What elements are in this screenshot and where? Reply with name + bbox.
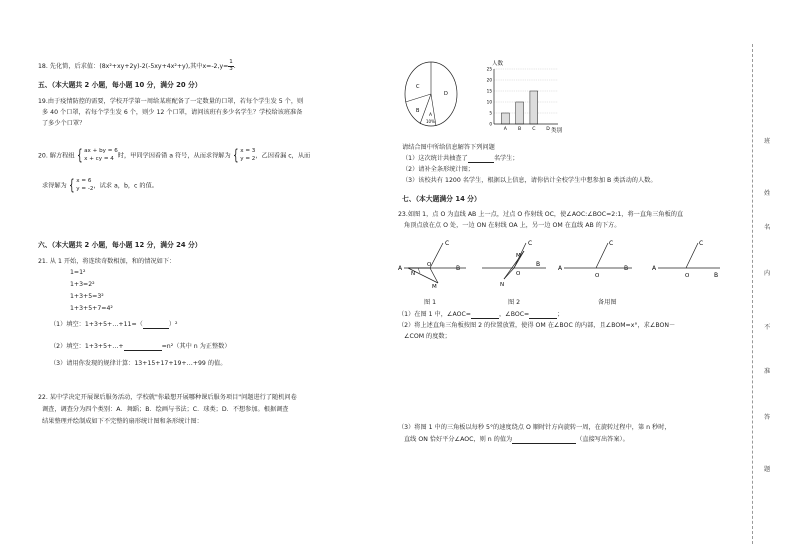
- q21-intro: 21. 从 1 开始，将连续奇数相加，和的情况如下：: [38, 258, 176, 265]
- side-char-8: 题: [764, 466, 771, 473]
- figure-backup-2: [652, 240, 720, 279]
- svg-text:N: N: [411, 271, 416, 277]
- solution-system-2: x = 6 y = -2: [76, 178, 94, 192]
- figure-1-caption: 图 1: [424, 299, 437, 306]
- figure-backup-caption: 备用图: [598, 299, 617, 306]
- q22-line1: 22. 某中学决定开展课后服务活动，学校就"你最想开展哪种课后服务项目"问题进行了随机问卷: [38, 394, 297, 401]
- x-tick-label: A: [503, 127, 507, 132]
- pie-label-c: C: [416, 84, 420, 90]
- chart-xlabel: 类别: [551, 128, 563, 134]
- svg-text:C: C: [445, 240, 450, 247]
- chart-ylabel: 人数: [492, 61, 504, 67]
- pie-label-b: B: [416, 108, 420, 114]
- geometry-figures: [396, 235, 726, 295]
- q21-part1: （1）填空：1+3+5+…+11=（ ）²: [50, 321, 178, 328]
- q23-part2-line1: （2）将上述直角三角板按图 2 的位置放置，使得 OM 在∠BOC 的内部，且∠BOM=x°，求∠BON－: [398, 322, 676, 329]
- svg-text:O: O: [595, 273, 600, 279]
- section-5-title: 五、（本大题共 2 小题，每小题 10 分，满分 20 分）: [38, 81, 202, 89]
- svg-text:N: N: [500, 282, 505, 288]
- side-char-5: 不: [764, 324, 771, 331]
- fraction-one-third: $\frac{1}{3}$: [229, 59, 233, 72]
- figure-backup: [558, 240, 632, 279]
- svg-text:C: C: [528, 240, 533, 247]
- q18: 18. 先化简，后求值：(8x²+xy+2y)-2(-5xy+4x²+y),其中x=-2,y= $\frac{1}{3}$ .: [38, 59, 236, 72]
- q20-line1: 20. 解方程组 { ax + by = 6 x + cy = 4 时，甲同学因看错 a 符号，从而求得解为 { x = 3 y = 2 ，乙因看漏 c，从而: [38, 146, 311, 165]
- x-tick-label: C: [532, 127, 536, 132]
- q21-row1: 1=1²: [70, 269, 86, 276]
- side-char-4: 内: [764, 270, 771, 277]
- y-tick-label: 10: [486, 99, 492, 105]
- q19-line2: 多 40 个口罩，若每个学生发 6 个，则少 12 个口罩，请问该班有多少名学生？学校给该班准备: [42, 109, 303, 116]
- q22b-part3: （3）该校共有 1200 名学生，根据以上信息，请你估计全校学生中想参加 B 类活动的人数。: [402, 177, 657, 184]
- svg-text:M: M: [516, 253, 521, 259]
- bar-c: [530, 91, 538, 124]
- q20-line2: 求得解为 { x = 6 y = -2 ，试求 a，b，c 的值。: [42, 176, 158, 195]
- svg-text:B: B: [456, 265, 461, 272]
- side-char-6: 准: [764, 368, 771, 375]
- y-tick-label: 15: [486, 88, 492, 94]
- x-tick-label: B: [518, 127, 522, 132]
- q22-line2: 调查，调查分为四个类别：A．舞蹈；B．绘画与书法；C．球类；D．不想参加。根据调查: [42, 406, 289, 413]
- q21-part2: （2）填空：1+3+5+…+ =n²（其中 n 为正整数）: [50, 343, 231, 350]
- svg-text:A: A: [652, 265, 657, 272]
- svg-text:C: C: [609, 240, 614, 247]
- pie-label-a: A: [429, 113, 433, 118]
- q21-part3: （3）请用你发现的规律计算：13+15+17+19+…+99 的值。: [50, 360, 227, 367]
- y-tick-label: 0: [489, 121, 492, 127]
- q23-part1: （1）在图 1 中，∠AOC= ，∠BOC= ；: [398, 311, 564, 318]
- solution-system-1: x = 3 y = 2: [240, 148, 256, 162]
- q22b-part2: （2）请补全条形统计图；: [402, 166, 474, 173]
- svg-text:A: A: [398, 265, 403, 272]
- figure-2: [482, 240, 546, 288]
- q19-line1: 19.由于疫情防控的需要，学校开学第一周给某班配备了一定数量的口罩，若每个学生发 5 个，则: [38, 98, 304, 105]
- x-tick-label: D: [546, 127, 550, 132]
- svg-text:A: A: [558, 265, 563, 272]
- side-char-3: 名: [764, 224, 771, 231]
- q22b-part1: （1）这次统计共抽查了 名学生；: [402, 155, 519, 162]
- svg-text:C: C: [699, 240, 704, 247]
- svg-text:B: B: [714, 272, 719, 279]
- y-tick-label: 5: [489, 110, 492, 116]
- bar-b: [516, 102, 524, 124]
- section-6-title: 六、（本大题共 2 小题，每小题 12 分，满分 24 分）: [38, 241, 202, 249]
- svg-text:B: B: [624, 265, 629, 272]
- svg-text:O: O: [427, 262, 432, 268]
- side-char-2: 姓: [764, 190, 771, 197]
- q21-row4: 1+3+5+7=4²: [70, 305, 113, 312]
- q23-part3-line2: 直线 ON 恰好平分∠AOC，则 n 的值为 （直接写出答案）。: [404, 436, 629, 443]
- pie-chart: [402, 60, 462, 130]
- equation-system-1: ax + by = 6 x + cy = 4: [84, 148, 118, 162]
- bar-a: [501, 113, 509, 124]
- svg-text:O: O: [685, 273, 690, 279]
- q23-part3-line1: （3）将图 1 中的三角板以每秒 5°的速度绕点 O 顺时针方向旋转一周，在旋转过程中，第 n 秒时，: [398, 424, 671, 431]
- q21-row2: 1+3=2²: [70, 281, 95, 288]
- y-tick-label: 20: [486, 77, 492, 83]
- q22b-intro: 请结合图中所给信息解答下列问题: [402, 144, 495, 151]
- q23-part2-line2: ∠COM 的度数；: [404, 333, 451, 340]
- figure-2-caption: 图 2: [508, 299, 521, 306]
- side-char-7: 答: [764, 414, 771, 421]
- q21-row3: 1+3+5=3²: [70, 293, 104, 300]
- bar-chart: [478, 56, 568, 134]
- q22-line3: 结果整理并绘制成如下不完整的扇形统计图和条形统计图：: [42, 418, 203, 425]
- q19-line3: 了多少个口罩？: [42, 120, 86, 127]
- q23-line2: 角顶点放在点 O 处，一边 ON 在射线 OA 上，另一边 OM 在直线 AB 的下方。: [404, 222, 621, 229]
- svg-text:B: B: [536, 261, 541, 268]
- pie-label-d: D: [444, 91, 448, 97]
- side-char-1: 班: [764, 138, 771, 145]
- q23-line1: 23.如图 1，点 O 为直线 AB 上一点，过点 O 作射线 OC，使∠AOC:∠BOC=2:1，将一直角三角板的直: [398, 211, 684, 218]
- binding-line: [752, 44, 753, 544]
- svg-text:M: M: [432, 284, 437, 290]
- pie-label-a-percent: 10%: [426, 119, 435, 124]
- figure-1: [398, 240, 466, 290]
- svg-text:O: O: [516, 271, 521, 277]
- y-tick-label: 25: [486, 66, 492, 72]
- section-7-title: 七、（本大题满分 14 分）: [402, 195, 481, 203]
